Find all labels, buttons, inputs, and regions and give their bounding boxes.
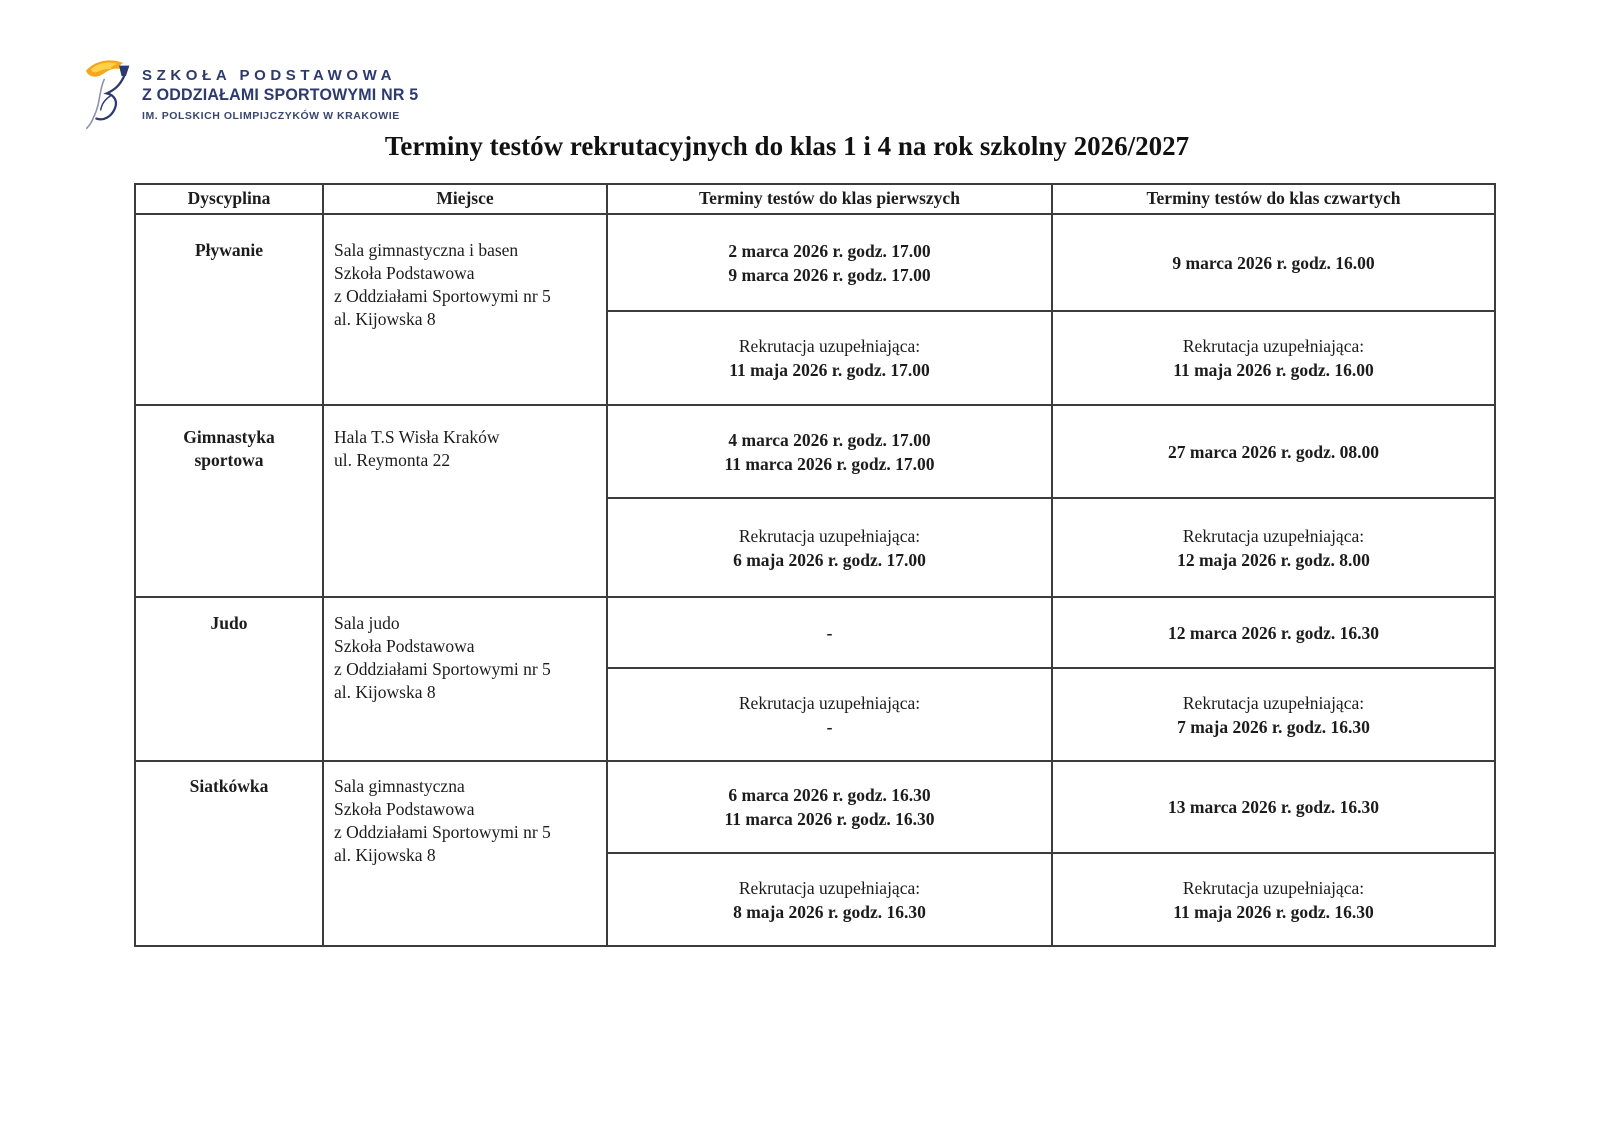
fourth-class-dates: 12 marca 2026 r. godz. 16.30 [1052, 597, 1495, 668]
school-logo-text [142, 56, 427, 122]
fourth-class-suppl [1052, 498, 1495, 597]
suppl-label: Rekrutacja uzupełniająca: [738, 525, 921, 546]
fourth-class-dates: 9 marca 2026 r. godz. 16.00 [1052, 214, 1495, 311]
suppl-label: Rekrutacja uzupełniająca: [1182, 336, 1365, 356]
col-header-first-classes: Terminy testów do klas pierwszych [607, 184, 1052, 214]
col-header-place: Miejsce [323, 184, 607, 214]
discipline-name: Gimnastyka sportowa [135, 405, 323, 597]
table-row [135, 597, 1495, 668]
suppl-date: 6 maja 2026 r. godz. 17.00 [733, 549, 926, 570]
discipline-name: Siatkówka [135, 761, 323, 946]
first-class-dates: 2 marca 2026 r. godz. 17.00 9 marca 2026 r. godz. 17.00 [607, 214, 1052, 311]
place-address: Sala gimnastyczna i basen Szkoła Podstawowa z Oddziałami Sportowymi nr 5 al. Kijowska 8 [323, 214, 607, 405]
suppl-date: 7 maja 2026 r. godz. 16.30 [1177, 716, 1370, 737]
discipline-name: Judo [135, 597, 323, 761]
place-address: Sala judo Szkoła Podstawowa z Oddziałami Sportowymi nr 5 al. Kijowska 8 [323, 597, 607, 761]
first-class-dates: 6 marca 2026 r. godz. 16.30 11 marca 2026 r. godz. 16.30 [607, 761, 1052, 853]
page-title: Terminy testów rekrutacyjnych do klas 1 i 4 na rok szkolny 2026/2027 [384, 131, 1190, 161]
logo-school-subtitle: Z ODDZIAŁAMI SPORTOWYMI NR 5 [142, 86, 419, 104]
fourth-class-dates: 13 marca 2026 r. godz. 16.30 [1052, 761, 1495, 853]
table-row [135, 214, 1495, 311]
fourth-class-suppl [1052, 668, 1495, 761]
col-header-discipline: Dyscyplina [135, 184, 323, 214]
suppl-date: 11 maja 2026 r. godz. 16.30 [1173, 901, 1374, 922]
suppl-label: Rekrutacja uzupełniająca: [738, 692, 921, 713]
school-logo [84, 56, 427, 136]
recruitment-schedule-table [134, 183, 1496, 947]
place-address: Sala gimnastyczna Szkoła Podstawowa z Oddziałami Sportowymi nr 5 al. Kijowska 8 [323, 761, 607, 946]
table-header-row [135, 184, 1495, 214]
suppl-label: Rekrutacja uzupełniająca: [738, 336, 921, 356]
suppl-date: 12 maja 2026 r. godz. 8.00 [1177, 549, 1370, 570]
first-class-dates: - [607, 597, 1052, 668]
suppl-label: Rekrutacja uzupełniająca: [1182, 692, 1365, 713]
suppl-date: - [826, 716, 833, 737]
fourth-class-suppl [1052, 311, 1495, 405]
logo-school-patron: IM. POLSKICH OLIMPIJCZYKÓW W KRAKOWIE [142, 110, 400, 122]
table-row [135, 405, 1495, 498]
suppl-date: 11 maja 2026 r. godz. 17.00 [729, 360, 930, 380]
place-address: Hala T.S Wisła Kraków ul. Reymonta 22 [323, 405, 607, 597]
first-class-dates: 4 marca 2026 r. godz. 17.00 11 marca 2026 r. godz. 17.00 [607, 405, 1052, 498]
fourth-class-dates: 27 marca 2026 r. godz. 08.00 [1052, 405, 1495, 498]
suppl-label: Rekrutacja uzupełniająca: [738, 877, 921, 898]
suppl-label: Rekrutacja uzupełniająca: [1182, 525, 1365, 546]
suppl-date: 11 maja 2026 r. godz. 16.00 [1173, 360, 1374, 380]
first-class-suppl [607, 498, 1052, 597]
discipline-name: Pływanie [135, 214, 323, 405]
first-class-suppl [607, 853, 1052, 946]
first-class-suppl [607, 311, 1052, 405]
col-header-fourth-classes: Terminy testów do klas czwartych [1052, 184, 1495, 214]
torch-runner-logo-icon [84, 56, 140, 136]
table-row [135, 761, 1495, 853]
first-class-suppl [607, 668, 1052, 761]
logo-school-name: SZKOŁA PODSTAWOWA [142, 67, 397, 84]
suppl-label: Rekrutacja uzupełniająca: [1182, 877, 1365, 898]
fourth-class-suppl [1052, 853, 1495, 946]
suppl-date: 8 maja 2026 r. godz. 16.30 [733, 901, 926, 922]
